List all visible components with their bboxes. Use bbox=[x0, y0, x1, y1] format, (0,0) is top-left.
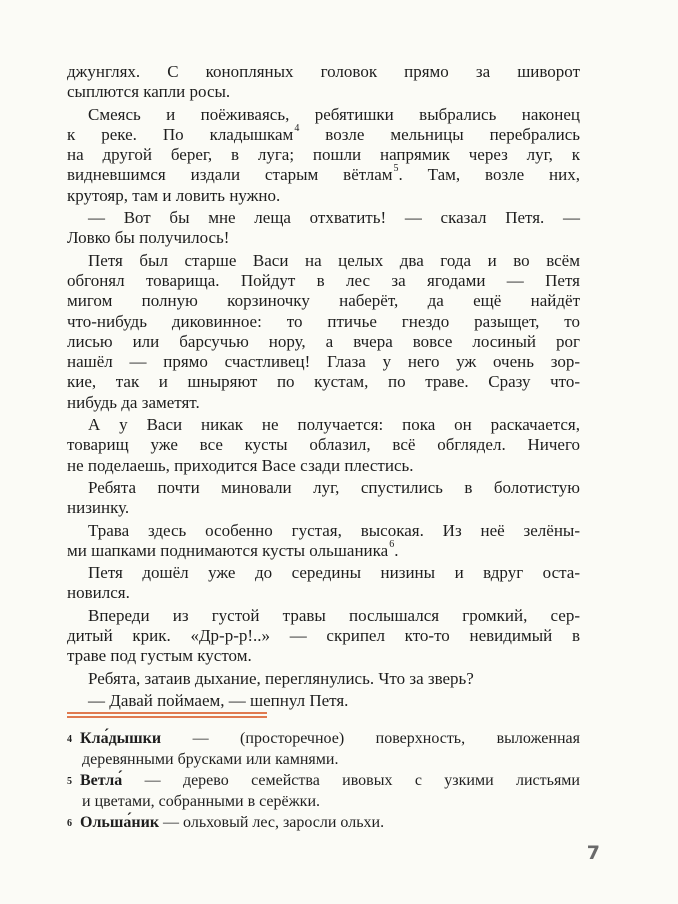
footnote-term: Кла́дышки bbox=[80, 730, 162, 747]
text-line: кие, так и шныряют по кустам, по траве. Сразу что- bbox=[67, 372, 580, 392]
text-line: низинку. bbox=[67, 498, 130, 518]
text-line: Ловко бы получилось! bbox=[67, 228, 230, 248]
footnote-line: $^6$ Ольша́ник — ольховый лес, заросли ольхи. bbox=[67, 814, 385, 831]
text-line: нашёл — прямо счастливец! Глаза у него уж очень зор- bbox=[67, 352, 580, 372]
paragraph bbox=[67, 669, 580, 689]
text-line: Смеясь и поёживаясь, ребятишки выбрались наконец bbox=[88, 104, 580, 124]
footnote-line: и цветами, собранными в серёжки. bbox=[82, 793, 321, 810]
footnotes bbox=[67, 728, 580, 833]
text-line: Ребята, затаив дыхание, переглянулись. Что за зверь? bbox=[88, 668, 474, 688]
text-line: траве под густым кустом. bbox=[67, 646, 252, 666]
text-line: Трава здесь особенно густая, высокая. Из неё зелёны- bbox=[88, 520, 580, 540]
text-line: А у Васи никак не получается: пока он раскачается, bbox=[88, 415, 580, 435]
paragraph bbox=[67, 105, 580, 206]
text-line: товарищ уже все кусты облазил, всё обглядел. Ничего bbox=[67, 435, 580, 455]
footnote-number: 4 bbox=[67, 734, 72, 745]
footnote bbox=[67, 812, 580, 833]
paragraph bbox=[67, 521, 580, 562]
page-number: 7 bbox=[586, 842, 600, 864]
footnote-ref: 4 bbox=[294, 122, 300, 134]
text-line: джунглях. С конопляных головок прямо за шиворот bbox=[67, 62, 580, 81]
footnote-divider bbox=[67, 712, 267, 718]
text-line: дитый крик. «Др-р-р!..» — скрипел кто-то невидимый в bbox=[67, 626, 580, 646]
text-line: обгонял товарища. Пойдут в лес за ягодами — Петя bbox=[67, 270, 580, 290]
footnote-term: Ольша́ник bbox=[80, 814, 160, 831]
text-line: новился. bbox=[67, 583, 130, 603]
text-line: Ребята почти миновали луг, спустились в болотистую bbox=[88, 477, 580, 497]
footnote bbox=[67, 728, 580, 770]
text-line: видневшимся издали старым вётлам$^5$. Там, возле них, bbox=[67, 163, 580, 185]
footnote-ref: 6 bbox=[389, 538, 395, 550]
text-line: крутояр, там и ловить нужно. bbox=[67, 185, 281, 205]
text-line: Петя дошёл уже до середины низины и вдруг оста- bbox=[88, 563, 580, 583]
text-line: что-нибудь диковинное: то птичье гнездо разыщет, то bbox=[67, 311, 580, 331]
text-line: мигом полную корзиночку наберёт, да ещё найдёт bbox=[67, 291, 580, 311]
footnote-line: деревянными брусками или камнями. bbox=[82, 751, 339, 768]
footnote-line: $^5$ Ветла́ — дерево семейства ивовых с узкими листьями bbox=[67, 772, 580, 789]
text-line: к реке. По кладышкам$^4$ возле мельницы перебрались bbox=[67, 122, 581, 144]
paragraph bbox=[67, 415, 580, 476]
footnote-number: 5 bbox=[67, 776, 72, 787]
paragraph bbox=[67, 691, 580, 711]
text-line: — Вот бы мне леща отхватить! — сказал Петя. — bbox=[88, 208, 580, 228]
footnote bbox=[67, 770, 580, 812]
text-line: Впереди из густой травы послышался громкий, сер- bbox=[88, 605, 580, 625]
text-line: — Давай поймаем, — шепнул Петя. bbox=[88, 690, 349, 710]
footnote-line: $^4$ Кла́дышки — (просторечное) поверхность, выложенная bbox=[67, 730, 580, 747]
text-line: Петя был старше Васи на целых два года и во всём bbox=[88, 250, 580, 270]
paragraph bbox=[67, 478, 580, 519]
paragraph bbox=[67, 251, 580, 413]
text-line: на другой берег, в луга; пошли напрямик через луг, к bbox=[67, 145, 580, 165]
paragraph bbox=[67, 606, 580, 667]
body-text bbox=[67, 62, 580, 711]
footnote-number: 6 bbox=[67, 818, 72, 829]
footnote-term: Ветла́ bbox=[80, 772, 123, 789]
footnote-ref: 5 bbox=[393, 163, 399, 175]
text-line: лисью или барсучью нору, а вчера вовсе лосиный рог bbox=[67, 331, 580, 351]
paragraph bbox=[67, 62, 580, 103]
text-line: не поделаешь, приходится Васе сзади плестись. bbox=[67, 455, 414, 475]
text-line: ми шапками поднимаются кусты ольшаника$^6$. bbox=[67, 538, 399, 560]
text-line: нибудь да заметят. bbox=[67, 392, 200, 412]
text-line: сыплются капли росы. bbox=[67, 82, 231, 102]
paragraph bbox=[67, 563, 580, 604]
paragraph bbox=[67, 208, 580, 249]
